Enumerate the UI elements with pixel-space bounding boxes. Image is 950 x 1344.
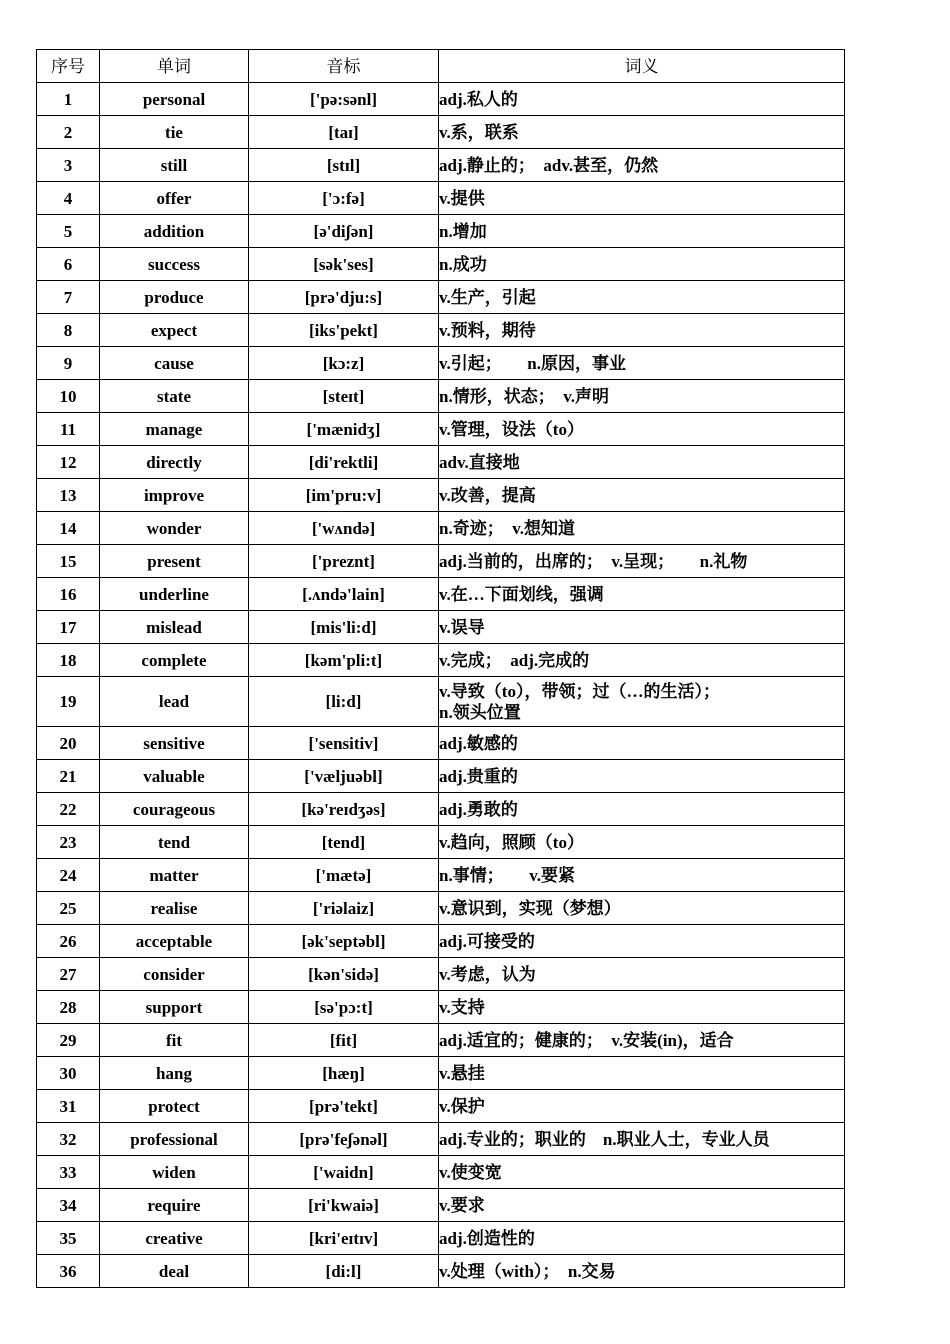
row-number: 16 bbox=[37, 578, 100, 611]
row-number: 4 bbox=[37, 182, 100, 215]
row-number: 25 bbox=[37, 892, 100, 925]
row-phonetic: [kɔ:z] bbox=[249, 347, 439, 380]
table-row bbox=[37, 1156, 845, 1189]
row-phonetic: [kən'sidə] bbox=[249, 958, 439, 991]
row-phonetic: [di:l] bbox=[249, 1255, 439, 1288]
row-meaning: n.事情； v.要紧 bbox=[439, 859, 845, 892]
row-word: manage bbox=[100, 413, 249, 446]
row-meaning bbox=[439, 677, 845, 727]
table-row bbox=[37, 727, 845, 760]
row-meaning: v.处理（with）； n.交易 bbox=[439, 1255, 845, 1288]
row-word: sensitive bbox=[100, 727, 249, 760]
row-phonetic: [taɪ] bbox=[249, 116, 439, 149]
header-phonetic: 音标 bbox=[249, 50, 439, 83]
row-number: 27 bbox=[37, 958, 100, 991]
row-meaning: v.在…下面划线，强调 bbox=[439, 578, 845, 611]
row-number: 7 bbox=[37, 281, 100, 314]
table-row bbox=[37, 892, 845, 925]
row-word: support bbox=[100, 991, 249, 1024]
row-number: 21 bbox=[37, 760, 100, 793]
row-number: 14 bbox=[37, 512, 100, 545]
row-meaning: adj.敏感的 bbox=[439, 727, 845, 760]
table-row bbox=[37, 281, 845, 314]
row-word: tie bbox=[100, 116, 249, 149]
row-number: 31 bbox=[37, 1090, 100, 1123]
table-header-row bbox=[37, 50, 845, 83]
row-meaning: adj.静止的； adv.甚至，仍然 bbox=[439, 149, 845, 182]
row-phonetic: [ə'diʃən] bbox=[249, 215, 439, 248]
table-row bbox=[37, 1255, 845, 1288]
row-number: 17 bbox=[37, 611, 100, 644]
row-number: 13 bbox=[37, 479, 100, 512]
row-phonetic: ['wʌndə] bbox=[249, 512, 439, 545]
row-phonetic: [sə'pɔ:t] bbox=[249, 991, 439, 1024]
row-number: 5 bbox=[37, 215, 100, 248]
row-number: 15 bbox=[37, 545, 100, 578]
table-row bbox=[37, 793, 845, 826]
table-row bbox=[37, 83, 845, 116]
row-meaning: n.成功 bbox=[439, 248, 845, 281]
table-row bbox=[37, 1123, 845, 1156]
row-number: 11 bbox=[37, 413, 100, 446]
row-meaning: v.趋向，照顾（to） bbox=[439, 826, 845, 859]
row-phonetic: ['preznt] bbox=[249, 545, 439, 578]
row-phonetic: ['riəlaiz] bbox=[249, 892, 439, 925]
row-phonetic: ['sensitiv] bbox=[249, 727, 439, 760]
table-row bbox=[37, 479, 845, 512]
row-number: 10 bbox=[37, 380, 100, 413]
row-meaning: v.使变宽 bbox=[439, 1156, 845, 1189]
table-row bbox=[37, 991, 845, 1024]
row-word: still bbox=[100, 149, 249, 182]
row-meaning: adj.贵重的 bbox=[439, 760, 845, 793]
header-word: 单词 bbox=[100, 50, 249, 83]
row-number: 35 bbox=[37, 1222, 100, 1255]
row-number: 33 bbox=[37, 1156, 100, 1189]
row-phonetic: [tend] bbox=[249, 826, 439, 859]
row-meaning: v.完成； adj.完成的 bbox=[439, 644, 845, 677]
row-phonetic: ['væljuəbl] bbox=[249, 760, 439, 793]
row-word: matter bbox=[100, 859, 249, 892]
table-row bbox=[37, 380, 845, 413]
table-row bbox=[37, 1024, 845, 1057]
row-word: present bbox=[100, 545, 249, 578]
row-meaning: adj.专业的；职业的 n.职业人士，专业人员 bbox=[439, 1123, 845, 1156]
row-meaning: v.要求 bbox=[439, 1189, 845, 1222]
table-row bbox=[37, 1057, 845, 1090]
table-row bbox=[37, 644, 845, 677]
row-meaning: v.改善，提高 bbox=[439, 479, 845, 512]
row-phonetic: [kə'reɪdʒəs] bbox=[249, 793, 439, 826]
row-phonetic: [mis'li:d] bbox=[249, 611, 439, 644]
row-meaning: adj.当前的，出席的； v.呈现； n.礼物 bbox=[439, 545, 845, 578]
table-row bbox=[37, 611, 845, 644]
row-word: require bbox=[100, 1189, 249, 1222]
row-meaning: v.意识到，实现（梦想） bbox=[439, 892, 845, 925]
row-number: 30 bbox=[37, 1057, 100, 1090]
row-phonetic: ['mænidʒ] bbox=[249, 413, 439, 446]
row-phonetic: [kəm'pli:t] bbox=[249, 644, 439, 677]
row-word: offer bbox=[100, 182, 249, 215]
row-meaning: adj.私人的 bbox=[439, 83, 845, 116]
row-word: state bbox=[100, 380, 249, 413]
row-phonetic: ['waidn] bbox=[249, 1156, 439, 1189]
row-number: 20 bbox=[37, 727, 100, 760]
row-word: improve bbox=[100, 479, 249, 512]
row-word: widen bbox=[100, 1156, 249, 1189]
row-number: 28 bbox=[37, 991, 100, 1024]
row-word: protect bbox=[100, 1090, 249, 1123]
row-phonetic: [iks'pekt] bbox=[249, 314, 439, 347]
row-word: underline bbox=[100, 578, 249, 611]
row-word: professional bbox=[100, 1123, 249, 1156]
row-word: hang bbox=[100, 1057, 249, 1090]
row-phonetic: [kri'eɪtɪv] bbox=[249, 1222, 439, 1255]
row-meaning: v.生产，引起 bbox=[439, 281, 845, 314]
row-number: 26 bbox=[37, 925, 100, 958]
row-meaning: adj.创造性的 bbox=[439, 1222, 845, 1255]
row-meaning: n.奇迹； v.想知道 bbox=[439, 512, 845, 545]
table-row bbox=[37, 1090, 845, 1123]
table-row bbox=[37, 314, 845, 347]
table-row bbox=[37, 116, 845, 149]
table-row bbox=[37, 248, 845, 281]
row-meaning: v.提供 bbox=[439, 182, 845, 215]
row-meaning: v.管理，设法（to） bbox=[439, 413, 845, 446]
header-meaning: 词义 bbox=[439, 50, 845, 83]
row-meaning: v.系，联系 bbox=[439, 116, 845, 149]
row-phonetic: ['ɔ:fə] bbox=[249, 182, 439, 215]
row-phonetic: [prə'feʃənəl] bbox=[249, 1123, 439, 1156]
row-phonetic: [prə'tekt] bbox=[249, 1090, 439, 1123]
row-meaning-line: n.领头位置 bbox=[439, 702, 521, 722]
row-number: 18 bbox=[37, 644, 100, 677]
row-word: mislead bbox=[100, 611, 249, 644]
row-word: wonder bbox=[100, 512, 249, 545]
row-meaning: v.考虑，认为 bbox=[439, 958, 845, 991]
row-meaning: adj.可接受的 bbox=[439, 925, 845, 958]
row-meaning: v.误导 bbox=[439, 611, 845, 644]
vocabulary-table bbox=[36, 49, 845, 1288]
row-number: 8 bbox=[37, 314, 100, 347]
row-phonetic: [stɪl] bbox=[249, 149, 439, 182]
row-phonetic: [steɪt] bbox=[249, 380, 439, 413]
row-number: 36 bbox=[37, 1255, 100, 1288]
row-number: 34 bbox=[37, 1189, 100, 1222]
row-phonetic: [hæŋ] bbox=[249, 1057, 439, 1090]
row-phonetic: [prə'dju:s] bbox=[249, 281, 439, 314]
row-word: creative bbox=[100, 1222, 249, 1255]
row-meaning-line: v.导致（to），带领；过（…的生活）； bbox=[439, 681, 720, 701]
row-number: 22 bbox=[37, 793, 100, 826]
row-number: 23 bbox=[37, 826, 100, 859]
row-number: 12 bbox=[37, 446, 100, 479]
table-row bbox=[37, 1222, 845, 1255]
row-phonetic: [fit] bbox=[249, 1024, 439, 1057]
row-word: complete bbox=[100, 644, 249, 677]
row-phonetic: [im'pru:v] bbox=[249, 479, 439, 512]
row-meaning: v.保护 bbox=[439, 1090, 845, 1123]
table-row bbox=[37, 1189, 845, 1222]
table-row bbox=[37, 446, 845, 479]
table-row bbox=[37, 413, 845, 446]
row-word: consider bbox=[100, 958, 249, 991]
row-word: personal bbox=[100, 83, 249, 116]
row-meaning: v.引起； n.原因，事业 bbox=[439, 347, 845, 380]
table-row bbox=[37, 182, 845, 215]
table-row bbox=[37, 925, 845, 958]
table-row bbox=[37, 826, 845, 859]
row-word: directly bbox=[100, 446, 249, 479]
row-number: 2 bbox=[37, 116, 100, 149]
row-number: 32 bbox=[37, 1123, 100, 1156]
table-row bbox=[37, 958, 845, 991]
row-meaning: n.增加 bbox=[439, 215, 845, 248]
row-number: 3 bbox=[37, 149, 100, 182]
row-word: expect bbox=[100, 314, 249, 347]
row-word: success bbox=[100, 248, 249, 281]
table-row bbox=[37, 347, 845, 380]
table-row bbox=[37, 859, 845, 892]
row-word: addition bbox=[100, 215, 249, 248]
table-row bbox=[37, 149, 845, 182]
row-number: 9 bbox=[37, 347, 100, 380]
row-word: valuable bbox=[100, 760, 249, 793]
row-word: courageous bbox=[100, 793, 249, 826]
row-phonetic: [ri'kwaiə] bbox=[249, 1189, 439, 1222]
row-meaning: adj.适宜的；健康的； v.安装(in)，适合 bbox=[439, 1024, 845, 1057]
row-meaning: adj.勇敢的 bbox=[439, 793, 845, 826]
table-body bbox=[37, 83, 845, 1288]
table-row bbox=[37, 760, 845, 793]
row-word: produce bbox=[100, 281, 249, 314]
row-word: deal bbox=[100, 1255, 249, 1288]
table-row bbox=[37, 512, 845, 545]
row-word: cause bbox=[100, 347, 249, 380]
row-number: 24 bbox=[37, 859, 100, 892]
row-number: 19 bbox=[37, 677, 100, 727]
row-number: 6 bbox=[37, 248, 100, 281]
row-phonetic: [.ʌndə'lain] bbox=[249, 578, 439, 611]
row-meaning: v.悬挂 bbox=[439, 1057, 845, 1090]
row-meaning: adv.直接地 bbox=[439, 446, 845, 479]
row-meaning: v.预料，期待 bbox=[439, 314, 845, 347]
row-phonetic: [ək'septəbl] bbox=[249, 925, 439, 958]
row-word: acceptable bbox=[100, 925, 249, 958]
row-phonetic: [li:d] bbox=[249, 677, 439, 727]
table-row bbox=[37, 677, 845, 727]
row-number: 29 bbox=[37, 1024, 100, 1057]
table-row bbox=[37, 215, 845, 248]
table-row bbox=[37, 545, 845, 578]
row-word: fit bbox=[100, 1024, 249, 1057]
header-number: 序号 bbox=[37, 50, 100, 83]
row-phonetic: [di'rektli] bbox=[249, 446, 439, 479]
row-phonetic: ['pə:sənl] bbox=[249, 83, 439, 116]
row-meaning: n.情形，状态； v.声明 bbox=[439, 380, 845, 413]
row-phonetic: ['mætə] bbox=[249, 859, 439, 892]
row-number: 1 bbox=[37, 83, 100, 116]
table-row bbox=[37, 578, 845, 611]
row-word: realise bbox=[100, 892, 249, 925]
row-phonetic: [sək'ses] bbox=[249, 248, 439, 281]
row-meaning: v.支持 bbox=[439, 991, 845, 1024]
row-word: tend bbox=[100, 826, 249, 859]
row-word: lead bbox=[100, 677, 249, 727]
